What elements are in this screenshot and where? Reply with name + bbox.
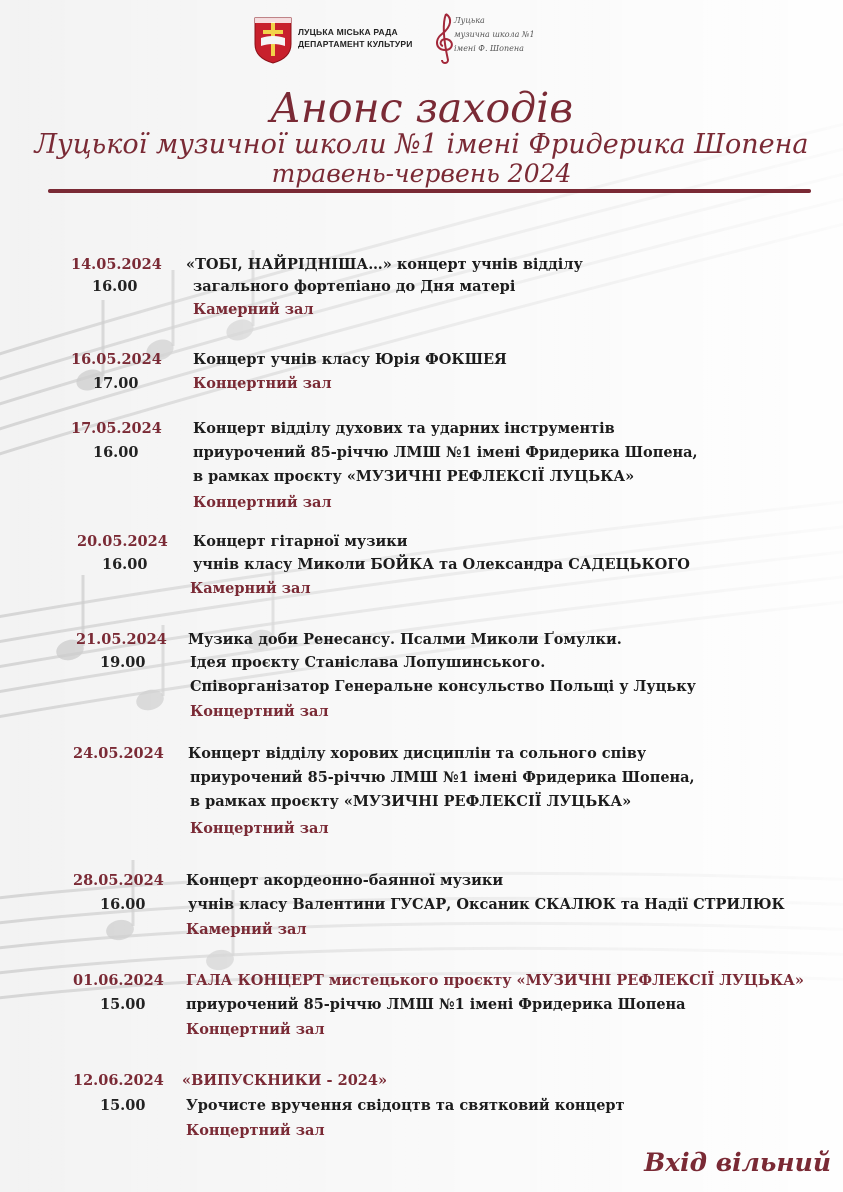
event-venue: Концертний зал xyxy=(193,375,332,392)
event-venue: Концертний зал xyxy=(186,1122,325,1139)
event-date: 28.05.2024 xyxy=(73,872,164,889)
event-date: 21.05.2024 xyxy=(76,631,167,648)
school-logo-line-2: музична школа №1 xyxy=(454,30,535,39)
page-title: Анонс заходів xyxy=(269,84,574,132)
event-venue: Камерний зал xyxy=(193,301,314,318)
event-date: 24.05.2024 xyxy=(73,745,164,762)
event-venue: Концертний зал xyxy=(190,820,329,837)
event-description: Ідея проєкту Станіслава Лопушинського. xyxy=(190,654,546,671)
event-description: Концерт відділу хорових дисциплін та сольного співу xyxy=(188,745,647,762)
event-description: Концерт акордеонно-баянної музики xyxy=(186,872,504,889)
event-description: Концерт відділу духових та ударних інструментів xyxy=(193,420,615,437)
org-line-1: ЛУЦЬКА МІСЬКА РАДА xyxy=(298,27,398,37)
event-date: 14.05.2024 xyxy=(71,256,162,273)
event-date: 16.05.2024 xyxy=(71,351,162,368)
event-description: загального фортепіано до Дня матері xyxy=(193,278,516,295)
event-date: 01.06.2024 xyxy=(73,972,164,989)
free-admission-note: Вхід вільний xyxy=(644,1148,831,1177)
event-description: приурочений 85-річчю ЛМШ №1 імені Фридерика Шопена, xyxy=(193,444,698,461)
event-description: приурочений 85-річчю ЛМШ №1 імені Фридерика Шопена, xyxy=(190,769,695,786)
event-time: 15.00 xyxy=(100,1097,146,1114)
event-time: 17.00 xyxy=(93,375,139,392)
event-venue: Камерний зал xyxy=(186,921,307,938)
city-coat-of-arms-icon xyxy=(253,16,293,64)
event-description: ГАЛА КОНЦЕРТ мистецького проєкту «МУЗИЧНІ РЕФЛЕКСІЇ ЛУЦЬКА» xyxy=(186,972,804,989)
event-time: 16.00 xyxy=(102,556,148,573)
event-description: Музика доби Ренесансу. Псалми Миколи Ґомулки. xyxy=(188,631,622,648)
title-divider xyxy=(48,189,811,193)
event-description: Співорганізатор Генеральне консульство Польщі у Луцьку xyxy=(190,678,696,695)
event-description: Концерт гітарної музики xyxy=(193,533,408,550)
event-description: учнів класу Валентини ГУСАР, Оксаник СКАЛЮК та Надії СТРИЛЮК xyxy=(188,896,785,913)
school-logo-line-1: Луцька xyxy=(454,16,485,25)
event-description: «ТОБІ, НАЙРІДНІША…» концерт учнів відділу xyxy=(186,256,583,273)
event-time: 15.00 xyxy=(100,996,146,1013)
event-venue: Концертний зал xyxy=(186,1021,325,1038)
event-venue: Камерний зал xyxy=(190,580,311,597)
event-time: 19.00 xyxy=(100,654,146,671)
event-date: 20.05.2024 xyxy=(77,533,168,550)
page-subtitle: Луцької музичної школи №1 імені Фридерика Шопена xyxy=(34,129,809,160)
organization-name xyxy=(298,26,413,50)
school-logo xyxy=(430,12,540,64)
event-venue: Концертний зал xyxy=(193,494,332,511)
school-logo-line-3: імені Ф. Шопена xyxy=(454,44,524,53)
event-description: учнів класу Миколи БОЙКА та Олександра САДЕЦЬКОГО xyxy=(193,556,690,573)
event-time: 16.00 xyxy=(92,278,138,295)
event-time: 16.00 xyxy=(100,896,146,913)
page-period: травень-червень 2024 xyxy=(271,159,572,188)
event-description: в рамках проєкту «МУЗИЧНІ РЕФЛЕКСІЇ ЛУЦЬКА» xyxy=(193,468,635,485)
event-description: «ВИПУСКНИКИ - 2024» xyxy=(182,1072,388,1089)
event-date: 12.06.2024 xyxy=(73,1072,164,1089)
event-description: Концерт учнів класу Юрія ФОКШЕЯ xyxy=(193,351,507,368)
org-line-2: ДЕПАРТАМЕНТ КУЛЬТУРИ xyxy=(298,39,413,49)
event-description: приурочений 85-річчю ЛМШ №1 імені Фридерика Шопена xyxy=(186,996,686,1013)
event-description: в рамках проєкту «МУЗИЧНІ РЕФЛЕКСІЇ ЛУЦЬКА» xyxy=(190,793,632,810)
event-time: 16.00 xyxy=(93,444,139,461)
event-description: Урочисте вручення свідоцтв та святковий концерт xyxy=(186,1097,625,1114)
event-date: 17.05.2024 xyxy=(71,420,162,437)
event-venue: Концертний зал xyxy=(190,703,329,720)
